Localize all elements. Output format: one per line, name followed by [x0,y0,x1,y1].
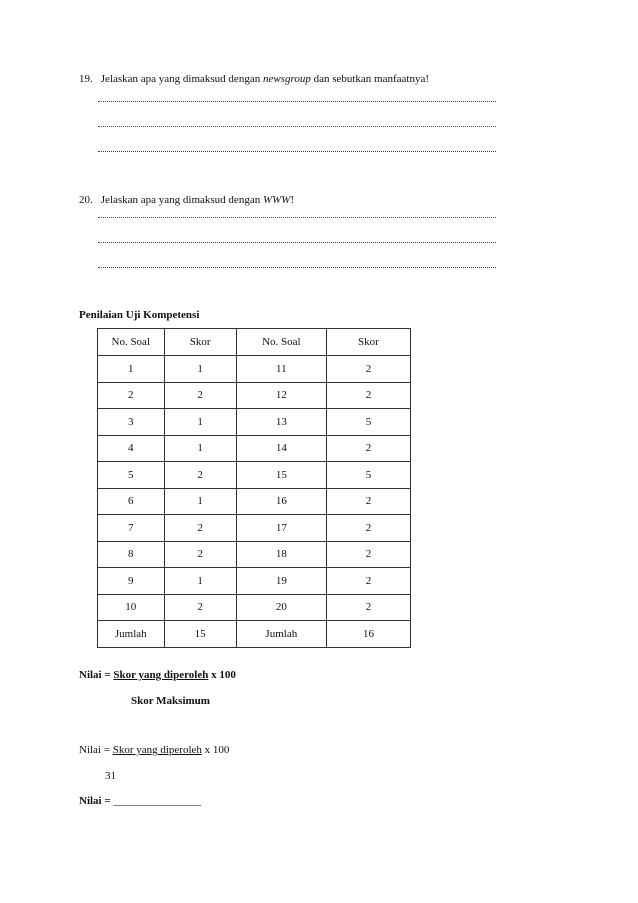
formula-numerator: Skor yang diperoleh [113,669,209,681]
question-20 [79,194,294,206]
question-text: Jelaskan apa yang dimaksud dengan [100,73,263,85]
formula-multiplier: x 100 [201,744,230,756]
question-number: 20. [79,194,93,206]
table-header-row [98,329,411,356]
column-header: Skor [164,329,236,356]
formula-2-denominator: 31 [105,770,116,782]
table-row [98,568,411,595]
table-cell: 3 [98,409,165,436]
table-cell: 2 [326,382,410,409]
table-cell: 8 [98,541,165,568]
answer-line[interactable] [98,217,496,218]
table-cell: 5 [98,462,165,489]
table-cell: 5 [326,462,410,489]
table-cell: 4 [98,435,165,462]
column-header: Skor [326,329,410,356]
table-row [98,409,411,436]
table-cell: 11 [236,356,326,383]
table-cell: 7 [98,515,165,542]
question-19 [79,73,429,85]
table-cell: 15 [236,462,326,489]
table-cell: 1 [164,488,236,515]
table-cell: 2 [326,568,410,595]
table-cell: 17 [236,515,326,542]
table-row [98,356,411,383]
table-cell: 1 [164,356,236,383]
formula-1-denominator: Skor Maksimum [131,695,210,707]
table-cell: 1 [164,568,236,595]
score-table [97,328,411,648]
formula-prefix: Nilai = [79,744,113,756]
table-row [98,515,411,542]
answer-blank[interactable]: ________________ [113,795,202,807]
table-cell: 5 [326,409,410,436]
table-cell: 2 [164,462,236,489]
formula-3 [79,795,201,807]
table-row [98,435,411,462]
table-cell: 6 [98,488,165,515]
table-row [98,621,411,648]
table-cell: 1 [98,356,165,383]
table-cell: 2 [326,356,410,383]
table-cell: 15 [164,621,236,648]
answer-line[interactable] [98,151,496,152]
table-cell: 2 [326,488,410,515]
table-cell: 20 [236,594,326,621]
question-text-end: ! [290,194,295,206]
table-cell: 2 [326,594,410,621]
answer-line[interactable] [98,242,496,243]
table-cell: 2 [164,594,236,621]
table-cell: 2 [98,382,165,409]
table-cell: 16 [236,488,326,515]
table-cell: 12 [236,382,326,409]
answer-line[interactable] [98,101,496,102]
question-text-end: dan sebutkan manfaatnya! [310,73,430,85]
table-cell: 9 [98,568,165,595]
table-cell: 2 [326,515,410,542]
table-row [98,462,411,489]
table-cell: 2 [326,541,410,568]
question-term: newsgroup [262,73,311,85]
formula-multiplier: x 100 [208,669,236,681]
answer-line[interactable] [98,126,496,127]
table-cell: 19 [236,568,326,595]
question-term: WWW [262,194,291,206]
formula-1 [79,669,236,681]
table-body [98,356,411,648]
table-row [98,382,411,409]
table-cell: 18 [236,541,326,568]
column-header: No. Soal [98,329,165,356]
formula-numerator: Skor yang diperoleh [112,744,202,756]
table-cell: 2 [164,382,236,409]
table-cell: 16 [326,621,410,648]
question-text: Jelaskan apa yang dimaksud dengan [100,194,263,206]
table-row [98,541,411,568]
answer-line[interactable] [98,267,496,268]
table-cell: 2 [164,541,236,568]
table-row [98,594,411,621]
table-cell: 1 [164,409,236,436]
table-cell: Jumlah [236,621,326,648]
table-cell: 10 [98,594,165,621]
table-cell: 1 [164,435,236,462]
formula-2 [79,744,229,756]
section-title: Penilaian Uji Kompetensi [79,309,200,321]
table-row [98,488,411,515]
table-cell: 2 [326,435,410,462]
table-cell: 13 [236,409,326,436]
table-cell: 2 [164,515,236,542]
formula-prefix: Nilai = [79,669,114,681]
question-number: 19. [79,73,93,85]
table-cell: Jumlah [98,621,165,648]
column-header: No. Soal [236,329,326,356]
table-cell: 14 [236,435,326,462]
formula-prefix: Nilai = [79,795,114,807]
